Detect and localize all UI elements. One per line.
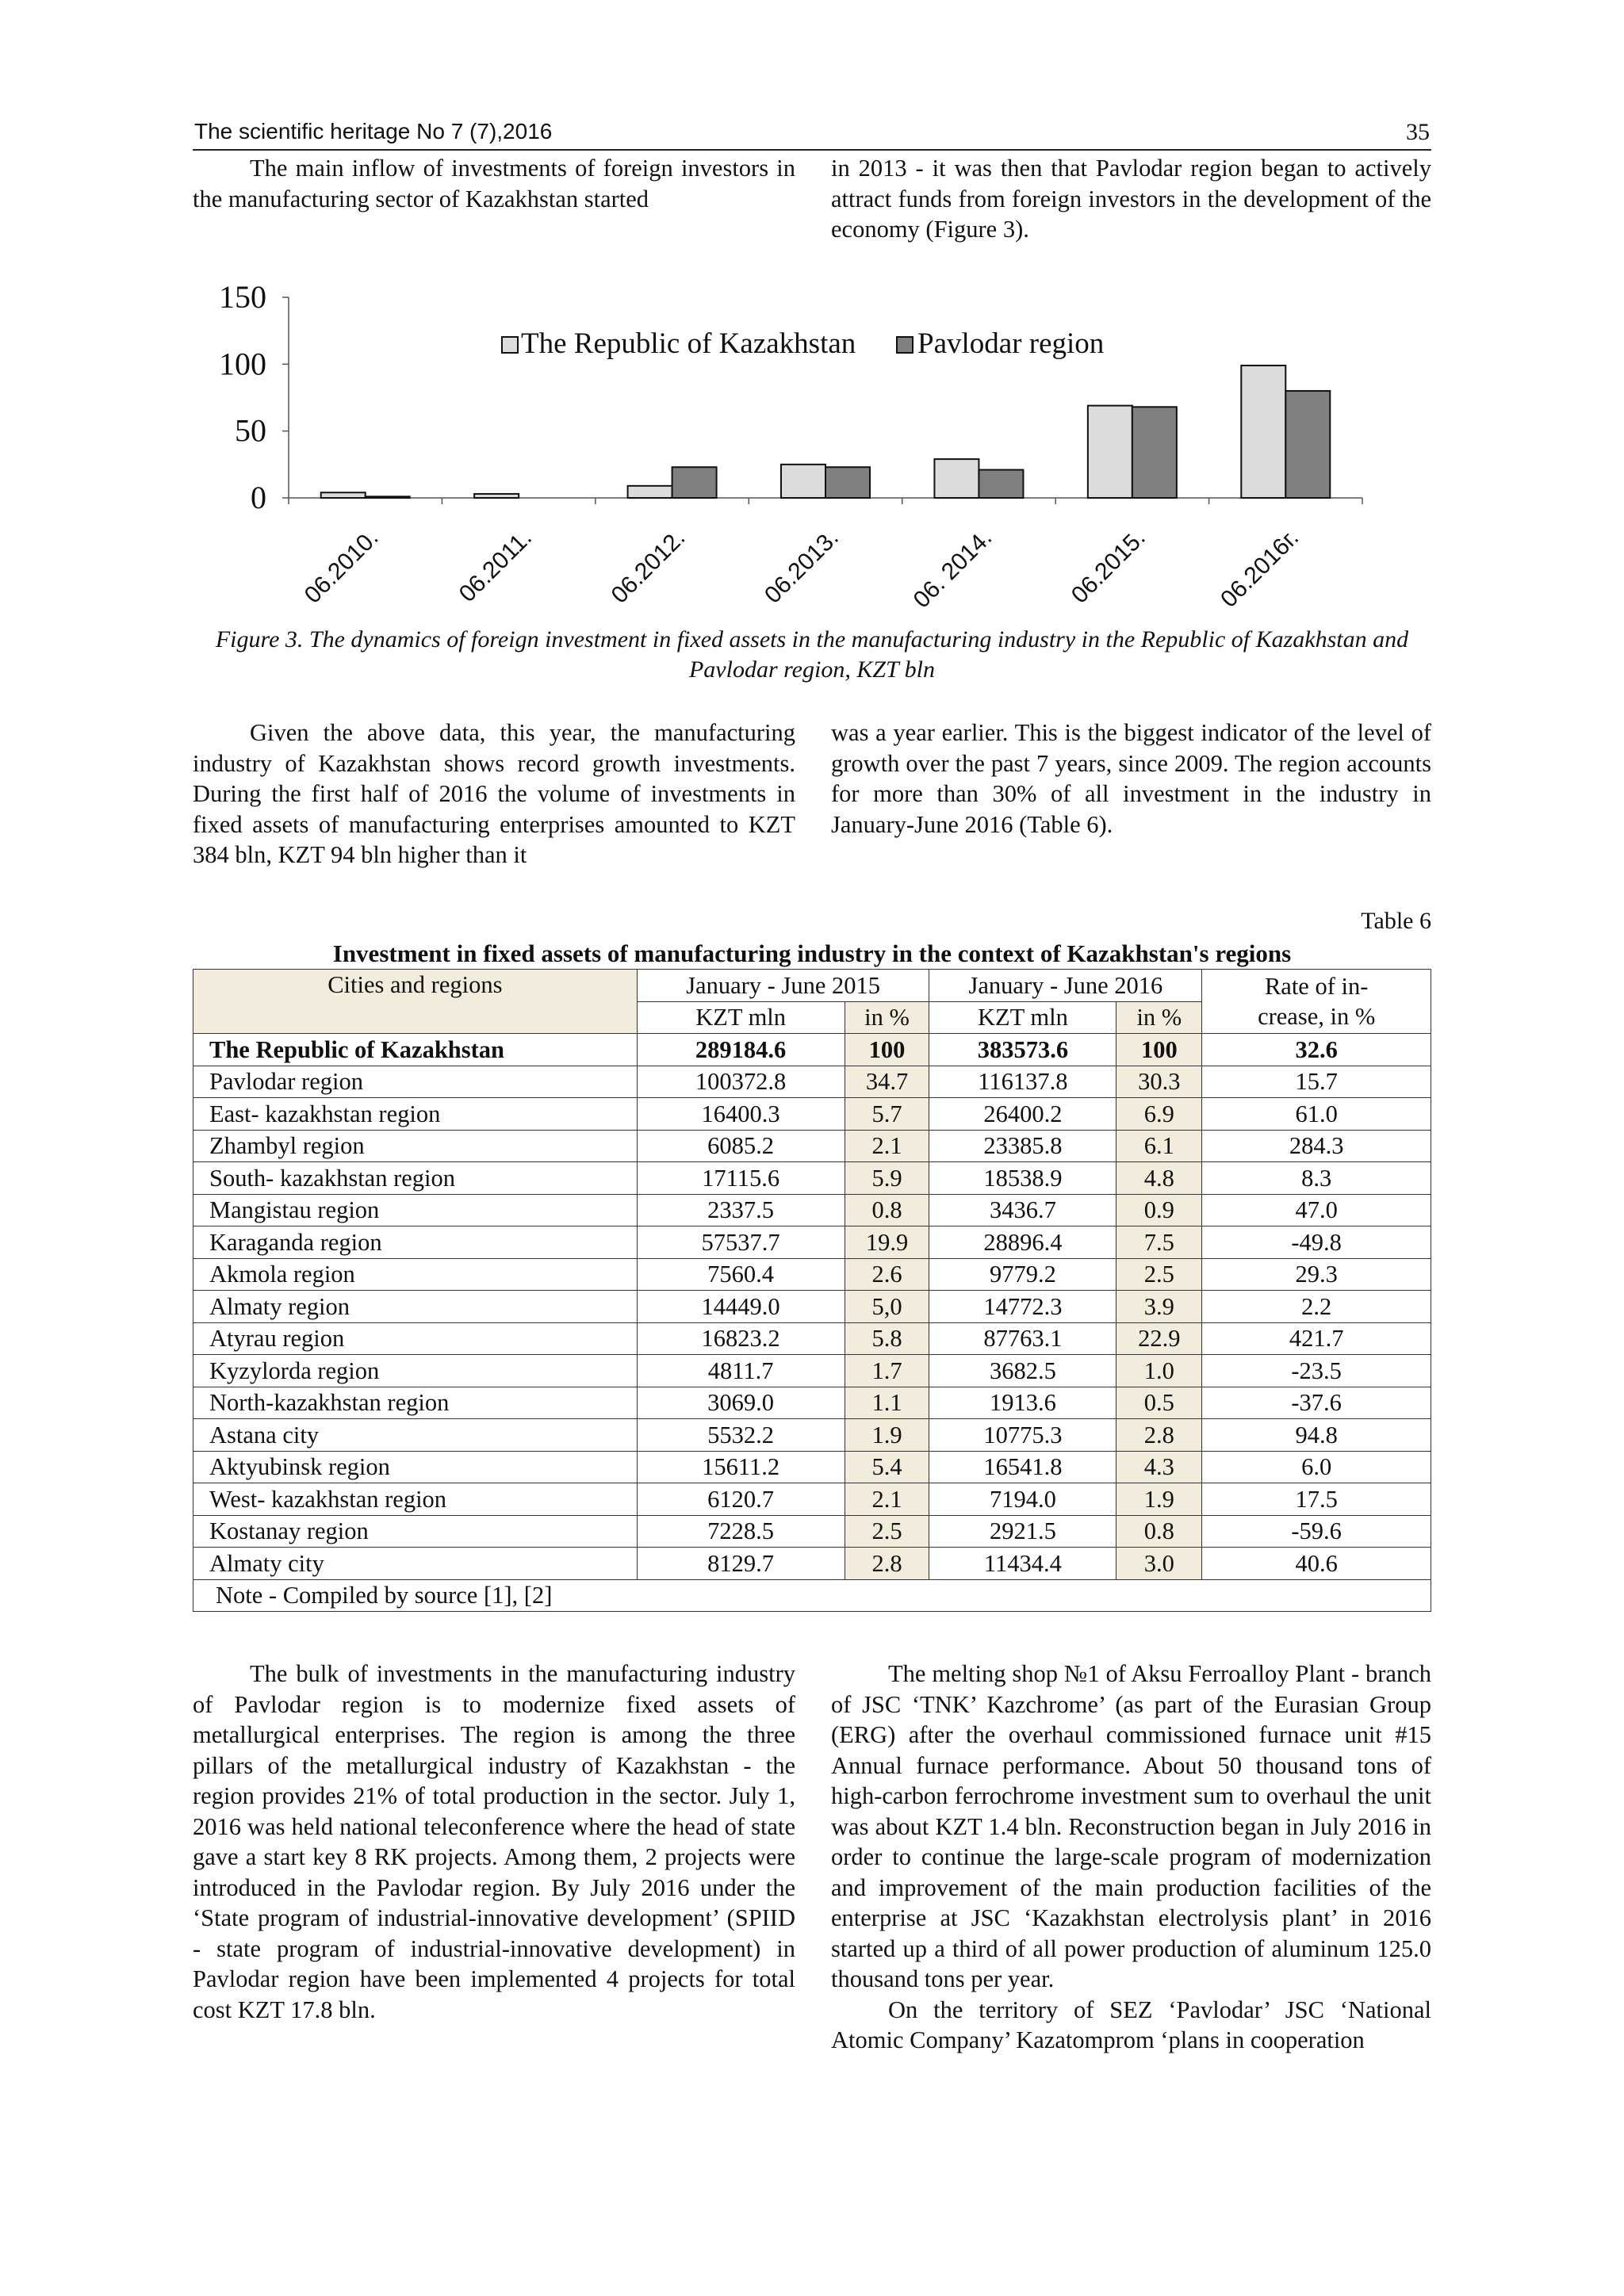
cell-v2016: 7194.0 [929,1483,1116,1516]
cell-name: Almaty city [193,1548,638,1580]
bar-kazakhstan [321,492,366,498]
header-cities: Cities and regions [193,970,638,1034]
intro-right-column [831,153,1431,245]
cell-name: Aktyubinsk region [193,1451,638,1483]
cell-name: Pavlodar region [193,1066,638,1098]
bar-kazakhstan [628,486,672,498]
cell-rate: 8.3 [1202,1162,1431,1195]
bar-kazakhstan [1088,406,1132,498]
cell-rate: 2.2 [1202,1291,1431,1323]
y-tick-label: 150 [219,279,266,315]
table-row [193,1034,1431,1066]
cell-v2015: 7228.5 [637,1515,845,1548]
cell-rate: 32.6 [1202,1034,1431,1066]
cell-rate: 284.3 [1202,1130,1431,1162]
table-row [193,1451,1431,1483]
cell-name: North-kazakhstan region [193,1387,638,1419]
cell-v2015: 6085.2 [637,1130,845,1162]
cell-v2016: 23385.8 [929,1130,1116,1162]
table-label: Table 6 [1361,908,1431,934]
cell-rate: 61.0 [1202,1098,1431,1131]
bar-kazakhstan [474,494,519,498]
cell-p2015: 19.9 [845,1226,929,1259]
cell-name: The Republic of Kazakhstan [193,1034,638,1066]
cell-p2016: 4.8 [1116,1162,1202,1195]
cell-name: Kostanay region [193,1515,638,1548]
y-tick-label: 0 [251,480,266,515]
bar-kazakhstan [934,459,979,498]
cell-v2015: 16400.3 [637,1098,845,1131]
table-row [193,1355,1431,1387]
table-row [193,1483,1431,1516]
x-tick-label: 06.2016г. [1216,524,1304,613]
cell-p2015: 2.6 [845,1258,929,1291]
cell-p2015: 0.8 [845,1194,929,1226]
cell-rate: -37.6 [1202,1387,1431,1419]
legend-label-pavlodar: Pavlodar region [917,327,1105,360]
cell-p2015: 2.5 [845,1515,929,1548]
bottom-right-paragraph-2: On the territory of SEZ ‘Pavlodar’ JSC ‘National Atomic Company’ Kazatomprom ‘plans in cooperation [831,1996,1431,2053]
cell-rate: -49.8 [1202,1226,1431,1259]
cell-name: Karaganda region [193,1226,638,1259]
cell-rate: 40.6 [1202,1548,1431,1580]
cell-v2015: 4811.7 [637,1355,845,1387]
cell-rate: 94.8 [1202,1419,1431,1452]
cell-p2015: 5.8 [845,1322,929,1355]
bar-pavlodar [979,470,1023,498]
cell-p2016: 0.5 [1116,1387,1202,1419]
cell-p2015: 5,0 [845,1291,929,1323]
table-row [193,1066,1431,1098]
cell-p2016: 1.0 [1116,1355,1202,1387]
x-tick-label: 06.2012. [606,524,691,609]
cell-p2016: 4.3 [1116,1451,1202,1483]
table-row [193,1194,1431,1226]
bar-pavlodar [1132,407,1177,498]
bottom-left-column [193,1659,795,2025]
table-note: Note - Compiled by source [1], [2] [193,1579,929,1612]
cell-p2016: 6.9 [1116,1098,1202,1131]
table-row [193,1258,1431,1291]
cell-rate: 421.7 [1202,1322,1431,1355]
table-row [193,1322,1431,1355]
cell-v2016: 16541.8 [929,1451,1116,1483]
table-row [193,1548,1431,1580]
header-kzt-2015: KZT mln [637,1001,845,1034]
cell-p2016: 6.1 [1116,1130,1202,1162]
table-row [193,1419,1431,1452]
cell-v2015: 8129.7 [637,1548,845,1580]
cell-p2016: 0.8 [1116,1515,1202,1548]
cell-v2015: 100372.8 [637,1066,845,1098]
bar-pavlodar [672,467,717,498]
cell-p2015: 2.8 [845,1548,929,1580]
page-number: 35 [1406,119,1430,145]
cell-name: Kyzylorda region [193,1355,638,1387]
cell-p2015: 5.9 [845,1162,929,1195]
legend-swatch-kazakhstan [502,337,518,353]
cell-name: West- kazakhstan region [193,1483,638,1516]
cell-p2016: 22.9 [1116,1322,1202,1355]
cell-v2016: 3436.7 [929,1194,1116,1226]
journal-title: The scientific heritage No 7 (7),2016 [194,119,553,144]
cell-v2015: 16823.2 [637,1322,845,1355]
cell-p2016: 7.5 [1116,1226,1202,1259]
cell-p2015: 1.1 [845,1387,929,1419]
cell-p2015: 34.7 [845,1066,929,1098]
investment-table [193,969,1431,1612]
cell-p2015: 2.1 [845,1483,929,1516]
cell-name: South- kazakhstan region [193,1162,638,1195]
cell-v2015: 2337.5 [637,1194,845,1226]
cell-name: Atyrau region [193,1322,638,1355]
table-title: Investment in fixed assets of manufacturing industry in the context of Kazakhstan's regions [332,939,1292,967]
header-rate: Rate of in- crease, in % [1202,970,1431,1034]
bottom-right-paragraph-1: The melting shop №1 of Aksu Ferroalloy Plant - branch of JSC ‘TNK’ Kazchrome’ (as part of the Eurasian Group (ERG) after the overhaul commissioned furnace unit #15 Annual furnace performance. About 50 thousand tons of high-carbon ferrochrome investment sum to overhaul the unit was about KZT 1.4 bln. Reconstruction began in July 2016 in order to continue the large-scale program of modernization and improvement of the main production facilities of the enterprise at JSC ‘Kazakhstan electrolysis plant’ in 2016 started up a third of all power production of aluminum 125.0 thousand tons per year. [831,1660,1431,1992]
cell-name: Zhambyl region [193,1130,638,1162]
cell-v2016: 11434.4 [929,1548,1116,1580]
cell-v2016: 1913.6 [929,1387,1116,1419]
header-pct-2016: in % [1116,1001,1202,1034]
middle-left-paragraph: Given the above data, this year, the manufacturing industry of Kazakhstan shows record growth investments. During the first half of 2016 the volume of investments in fixed assets of manufacturing enterprises amounted to KZT 384 bln, KZT 94 bln higher than it [193,719,795,868]
cell-v2015: 57537.7 [637,1226,845,1259]
cell-p2016: 1.9 [1116,1483,1202,1516]
cell-v2015: 5532.2 [637,1419,845,1452]
bar-pavlodar [825,467,870,498]
cell-rate: -59.6 [1202,1515,1431,1548]
intro-left-column [193,153,795,214]
cell-p2015: 100 [845,1034,929,1066]
cell-p2015: 1.9 [845,1419,929,1452]
cell-p2016: 3.9 [1116,1291,1202,1323]
cell-v2016: 10775.3 [929,1419,1116,1452]
header-period-2015: January - June 2015 [637,970,929,1002]
cell-v2016: 3682.5 [929,1355,1116,1387]
cell-rate: 47.0 [1202,1194,1431,1226]
cell-p2015: 5.7 [845,1098,929,1131]
table-row [193,1291,1431,1323]
intro-right-paragraph: in 2013 - it was then that Pavlodar region began to actively attract funds from foreign investors in the development of the economy (Figure 3). [831,155,1431,243]
cell-p2016: 100 [1116,1034,1202,1066]
header-period-2016: January - June 2016 [929,970,1202,1002]
cell-name: East- kazakhstan region [193,1098,638,1131]
intro-left-paragraph: The main inflow of investments of foreign investors in the manufacturing sector of Kazakhstan started [193,155,795,212]
cell-p2016: 2.8 [1116,1419,1202,1452]
bottom-left-paragraph: The bulk of investments in the manufacturing industry of Pavlodar region is to modernize fixed assets of metallurgical enterprises. The region is among the three pillars of the metallurgical industry of Kazakhstan - the region provides 21% of total production in the sector. July 1, 2016 was held national teleconference where the head of state gave a start key 8 RK projects. Among them, 2 projects were introduced in the Pavlodar region. By July 2016 under the ‘State program of industrial-innovative development’ (SPIID - state program of industrial-innovative development) in Pavlodar region have been implemented 4 projects for total cost KZT 17.8 bln. [193,1660,795,2023]
table-note-filler [929,1579,1431,1612]
cell-v2016: 87763.1 [929,1322,1116,1355]
bar-chart [193,274,1431,614]
cell-v2015: 289184.6 [637,1034,845,1066]
x-tick-label: 06.2011. [454,524,538,607]
bottom-right-column [831,1659,1431,2056]
cell-rate: 15.7 [1202,1066,1431,1098]
cell-p2015: 2.1 [845,1130,929,1162]
cell-v2015: 14449.0 [637,1291,845,1323]
cell-p2015: 1.7 [845,1355,929,1387]
cell-p2016: 30.3 [1116,1066,1202,1098]
cell-p2016: 2.5 [1116,1258,1202,1291]
table-row [193,1162,1431,1195]
running-header [193,117,1431,151]
x-tick-label: 06.2010. [299,524,384,609]
table-row [193,1515,1431,1548]
table-row [193,1098,1431,1131]
cell-rate: 6.0 [1202,1451,1431,1483]
middle-right-column [831,718,1431,840]
figure-3-chart [193,274,1431,614]
table-row [193,1387,1431,1419]
cell-name: Akmola region [193,1258,638,1291]
y-tick-label: 100 [219,346,266,382]
middle-left-column [193,718,795,871]
bar-pavlodar [366,496,410,498]
cell-name: Almaty region [193,1291,638,1323]
legend-label-kazakhstan: The Republic of Kazakhstan [521,327,856,360]
bar-kazakhstan [781,465,825,498]
y-tick-label: 50 [235,412,266,449]
cell-v2015: 7560.4 [637,1258,845,1291]
cell-v2016: 14772.3 [929,1291,1116,1323]
cell-v2015: 17115.6 [637,1162,845,1195]
bar-pavlodar [1285,391,1330,498]
cell-v2015: 6120.7 [637,1483,845,1516]
cell-rate: -23.5 [1202,1355,1431,1387]
cell-v2016: 2921.5 [929,1515,1116,1548]
legend-swatch-pavlodar [897,337,913,353]
x-tick-label: 06. 2014. [908,524,998,614]
cell-v2016: 116137.8 [929,1066,1116,1098]
header-kzt-2016: KZT mln [929,1001,1116,1034]
table-body [193,1034,1431,1580]
cell-v2016: 28896.4 [929,1226,1116,1259]
cell-p2015: 5.4 [845,1451,929,1483]
cell-v2016: 26400.2 [929,1098,1116,1131]
cell-v2016: 383573.6 [929,1034,1116,1066]
table-row [193,1226,1431,1259]
header-pct-2015: in % [845,1001,929,1034]
cell-v2016: 9779.2 [929,1258,1116,1291]
cell-v2015: 15611.2 [637,1451,845,1483]
cell-name: Astana city [193,1419,638,1452]
x-tick-label: 06.2013. [760,524,844,609]
cell-p2016: 0.9 [1116,1194,1202,1226]
bar-kazakhstan [1241,365,1285,498]
x-tick-label: 06.2015. [1066,524,1151,609]
middle-right-paragraph: was a year earlier. This is the biggest indicator of the level of growth over the past 7 years, since 2009. The region accounts for more than 30% of all investment in the industry in January-June 2016 (Table 6). [831,719,1431,838]
cell-rate: 17.5 [1202,1483,1431,1516]
table-row [193,1130,1431,1162]
cell-v2016: 18538.9 [929,1162,1116,1195]
cell-v2015: 3069.0 [637,1387,845,1419]
cell-name: Mangistau region [193,1194,638,1226]
cell-p2016: 3.0 [1116,1548,1202,1580]
figure-caption: Figure 3. The dynamics of foreign investment in fixed assets in the manufacturing industry in the Republic of Kazakhstan and Pavlodar region, KZT bln [215,626,1409,683]
cell-rate: 29.3 [1202,1258,1431,1291]
